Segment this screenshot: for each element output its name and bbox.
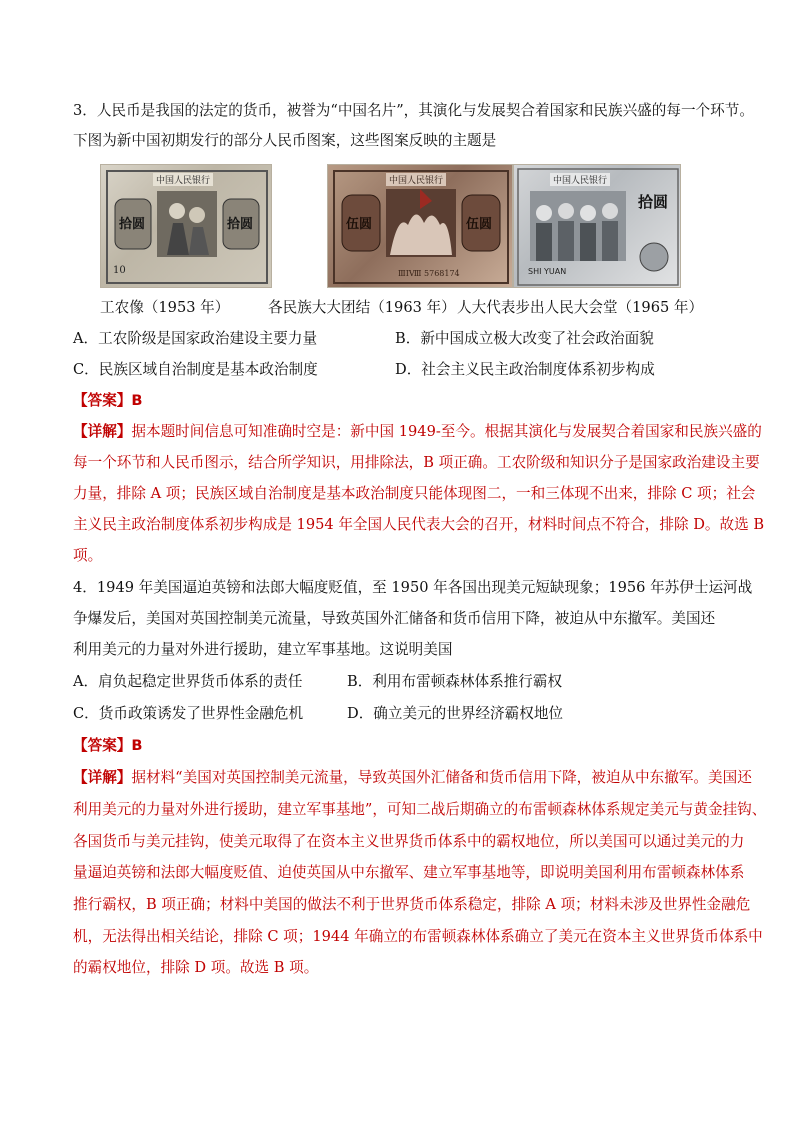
q3-detail-line-1 xyxy=(73,422,762,442)
q3-detail-line-3: 力量，排除 A 项；民族区域自治制度是基本政治制度只能体现图二，一和三体现不出来，排除 C 项；社会 xyxy=(73,485,756,502)
banknote-1965-header: 中国人民银行 xyxy=(550,173,610,186)
banknote-1965-denom: 拾圆 xyxy=(638,193,669,211)
q3-stem-line-2: 下图为新中国初期发行的部分人民币图案，这些图案反映的主题是 xyxy=(73,132,497,149)
q4-answer-value: B xyxy=(131,737,143,754)
q4-detail-line-4: 量逼迫英镑和法郎大幅度贬值、迫使英国从中东撤军、建立军事基地等，即说明美国利用布雷顿森林体系 xyxy=(73,864,745,881)
q4-option-c[interactable]: C．货币政策诱发了世界性金融危机 xyxy=(73,705,304,722)
q4-detail-line-6: 机，无法得出相关结论，排除 C 项；1944 年确立的布雷顿森林体系确立了美元在资本主义世界货币体系中 xyxy=(73,928,763,945)
banknote-1963-denom-left: 伍圆 xyxy=(346,217,373,232)
q4-option-a[interactable]: A．肩负起稳定世界货币体系的责任 xyxy=(73,673,303,690)
q3-answer-value: B xyxy=(131,392,143,409)
q4-detail-line-2: 利用美元的力量对外进行援助，建立军事基地”，可知二战后期确立的布雷顿森林体系规定美元与黄金挂钩、 xyxy=(73,801,767,818)
banknote-1953-serial: 10 xyxy=(113,265,126,276)
banknote-1953 xyxy=(100,164,272,288)
q4-option-d[interactable]: D．确立美元的世界经济霸权地位 xyxy=(347,705,564,722)
banknote-1953-denom-right: 拾圆 xyxy=(227,217,254,232)
q3-option-d[interactable]: D．社会主义民主政治制度体系初步构成 xyxy=(395,361,655,378)
banknote-1963-header: 中国人民银行 xyxy=(386,173,446,186)
q4-answer-label: 【答案】 xyxy=(73,737,132,754)
q3-stem-line-1: 3．人民币是我国的法定的货币，被誉为“中国名片”，其演化与发展契合着国家和民族兴盛的每一个环节。 xyxy=(73,102,754,119)
banknote-1963-denom-right: 伍圆 xyxy=(466,217,493,232)
q3-option-a[interactable]: A．工农阶级是国家政治建设主要力量 xyxy=(73,330,318,347)
q4-stem-line-1: 4．1949 年美国逼迫英镑和法郎大幅度贬值，至 1950 年各国出现美元短缺现象；1956 年苏伊士运河战 xyxy=(73,579,753,596)
banknote-1965 xyxy=(513,164,681,288)
q3-detail-text-1: 据本题时间信息可知准确时空是：新中国 1949-至今。根据其演化与发展契合着国家和民族兴盛的 xyxy=(131,423,762,440)
q4-detail-line-1 xyxy=(73,768,752,788)
banknote-1963-serial: ⅢⅠⅧ 5768174 xyxy=(398,269,460,278)
banknote-1963 xyxy=(327,164,513,288)
q4-detail-line-3: 各国货币与美元挂钩，使美元取得了在资本主义世界货币体系中的霸权地位，所以美国可以通过美元的力 xyxy=(73,833,745,850)
q3-detail-label: 【详解】 xyxy=(73,423,132,440)
q3-detail-line-4: 主义民主政治制度体系初步构成是 1954 年全国人民代表大会的召开，材料时间点不符合，排除 D。故选 B xyxy=(73,516,765,533)
q4-answer xyxy=(73,736,733,756)
q4-detail-label: 【详解】 xyxy=(73,769,132,786)
banknote-1965-serial: SHI YUAN xyxy=(528,267,567,276)
q3-detail-line-2: 每一个环节和人民币图示，结合所学知识，用排除法，B 项正确。工农阶级和知识分子是国家政治建设主要 xyxy=(73,454,760,471)
banknote-1953-denom-left: 拾圆 xyxy=(119,217,146,232)
banknote-1965-caption: 人大代表步出人民大会堂（1965 年） xyxy=(457,299,704,316)
q4-stem-line-3: 利用美元的力量对外进行援助，建立军事基地。这说明美国 xyxy=(73,641,453,658)
banknote-1953-header: 中国人民银行 xyxy=(153,173,213,186)
q3-option-c[interactable]: C．民族区域自治制度是基本政治制度 xyxy=(73,361,318,378)
q4-detail-text-1: 据材料“美国对英国控制美元流量，导致英国外汇储备和货币信用下降，被迫从中东撤军。美国还 xyxy=(131,769,752,786)
q3-answer xyxy=(73,391,733,411)
q4-detail-line-7: 的霸权地位，排除 D 项。故选 B 项。 xyxy=(73,959,319,976)
q3-detail-line-5: 项。 xyxy=(73,547,103,564)
q3-answer-label: 【答案】 xyxy=(73,392,132,409)
banknote-1963-caption: 各民族大大团结（1963 年） xyxy=(268,299,456,316)
q3-option-b[interactable]: B．新中国成立极大改变了社会政治面貌 xyxy=(395,330,654,347)
q4-detail-line-5: 推行霸权，B 项正确；材料中美国的做法不利于世界货币体系稳定，排除 A 项；材料未涉及世界性金融危 xyxy=(73,896,751,913)
q4-stem-line-2: 争爆发后，美国对英国控制美元流量，导致英国外汇储备和货币信用下降，被迫从中东撤军。美国还 xyxy=(73,610,716,627)
banknote-1953-caption: 工农像（1953 年） xyxy=(100,299,230,316)
q4-option-b[interactable]: B．利用布雷顿森林体系推行霸权 xyxy=(347,673,563,690)
